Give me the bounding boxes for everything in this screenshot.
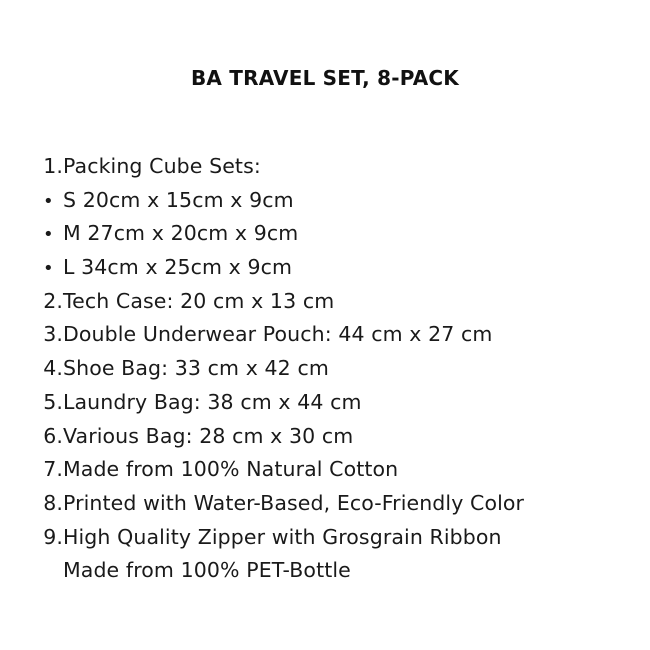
list-marker: 1. <box>43 154 63 178</box>
list-item-text: Double Underwear Pouch: 44 cm x 27 cm <box>63 322 493 347</box>
list-marker: 5. <box>43 389 63 414</box>
list-item-text: High Quality Zipper with Grosgrain Ribbon <box>63 524 502 549</box>
list-item-text: M 27cm x 20cm x 9cm <box>63 221 299 246</box>
list-item-text: Made from 100% PET-Bottle <box>63 558 351 583</box>
list-item <box>36 285 626 319</box>
list-item <box>36 217 626 251</box>
list-marker: 3. <box>43 322 63 347</box>
bullet-marker: • <box>43 190 54 212</box>
list-item <box>36 184 626 218</box>
list-item-continuation <box>36 554 626 588</box>
list-marker: 6. <box>43 423 63 448</box>
list-item-text: S 20cm x 15cm x 9cm <box>63 187 294 212</box>
list-item <box>36 251 626 285</box>
list-marker: 8. <box>43 490 63 515</box>
list-marker: 4. <box>43 356 63 381</box>
list-marker: 9. <box>43 524 63 549</box>
bullet-marker: • <box>43 224 54 246</box>
list-item <box>36 352 626 386</box>
list-item-text: L 34cm x 25cm x 9cm <box>63 255 293 280</box>
list-item <box>36 318 626 352</box>
list-item <box>36 420 626 454</box>
list-item <box>36 487 626 521</box>
list-marker: 2. <box>43 288 63 313</box>
list-item-text: Shoe Bag: 33 cm x 42 cm <box>63 356 329 381</box>
list-item <box>36 386 626 420</box>
list-item-text: Laundry Bag: 38 cm x 44 cm <box>63 389 362 414</box>
list-item <box>36 453 626 487</box>
list-marker: 7. <box>43 457 63 482</box>
list-item <box>36 521 626 555</box>
page-title: BA TRAVEL SET, 8-PACK <box>190 66 459 90</box>
list-item-text: Tech Case: 20 cm x 13 cm <box>63 288 335 313</box>
list-item-text: Various Bag: 28 cm x 30 cm <box>63 423 354 448</box>
list-item-text: Made from 100% Natural Cotton <box>63 457 399 482</box>
spec-list <box>36 150 626 588</box>
bullet-marker: • <box>43 258 54 280</box>
list-item-text: Packing Cube Sets: <box>63 154 261 178</box>
list-item <box>36 150 626 184</box>
list-item-text: Printed with Water-Based, Eco-Friendly Color <box>63 490 525 515</box>
